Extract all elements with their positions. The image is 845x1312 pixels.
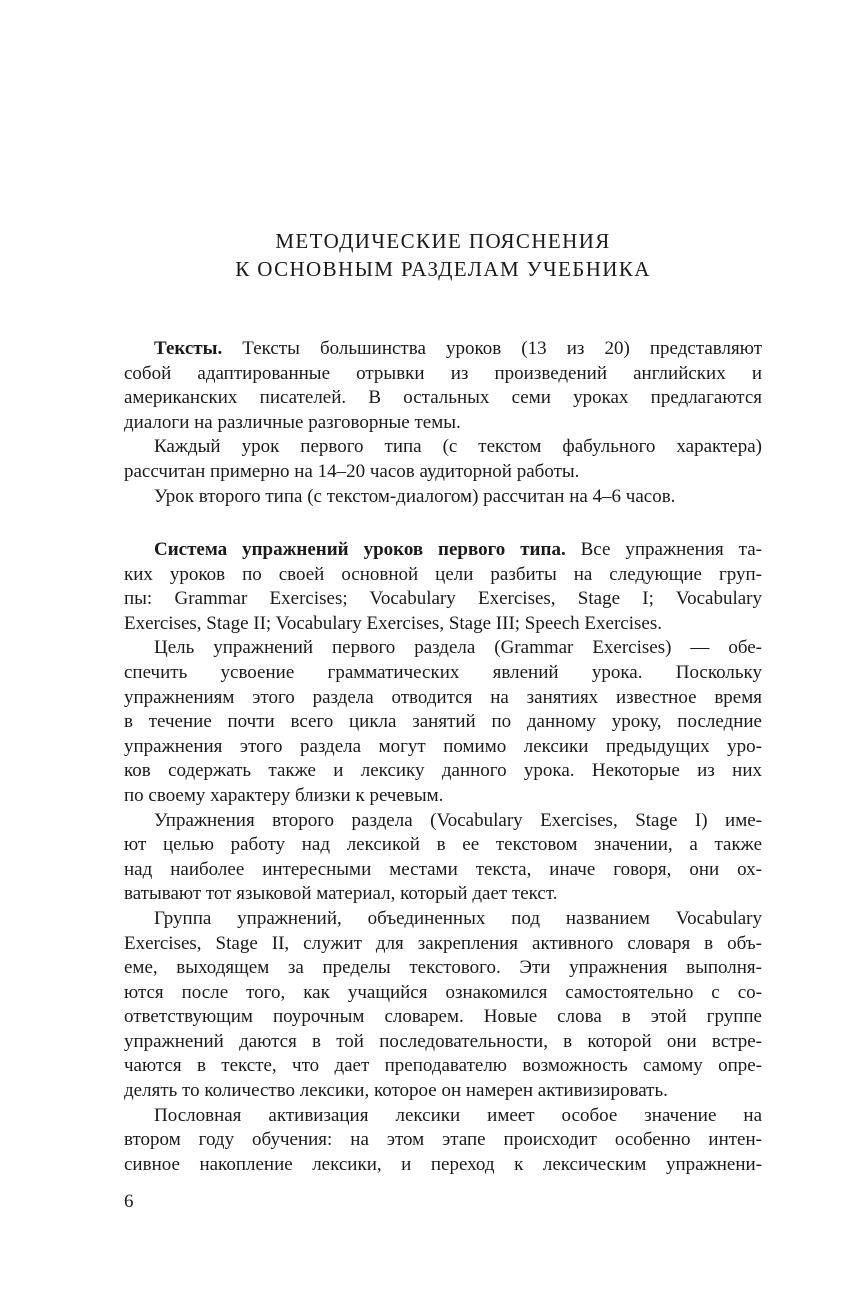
section-texts [124, 337, 762, 509]
paragraph-line: Exercises, Stage II; Vocabulary Exercises, Stage III; Speech Exercises. [124, 612, 662, 634]
paragraph-line: пы: Grammar Exercises; Vocabulary Exercises, Stage I; Vocabulary [124, 588, 762, 610]
paragraph-line: ются после того, как учащийся ознакомился самостоятельно с со- [124, 981, 762, 1003]
paragraph-line: чаются в тексте, что дает преподавателю возможность самому опре- [124, 1055, 762, 1077]
paragraph-line: американских писателей. В остальных семи уроках предлагаются [124, 387, 762, 409]
paragraph-line: диалоги на различные разговорные темы. [124, 411, 461, 433]
paragraph-line: Пословная активизация лексики имеет особое значение на [154, 1104, 762, 1126]
paragraph-line: Цель упражнений первого раздела (Grammar Exercises) — обе- [154, 637, 762, 659]
title-line-2: К ОСНОВНЫМ РАЗДЕЛАМ УЧЕБНИКА [235, 257, 651, 281]
section-exercises [124, 538, 762, 1177]
page-number: 6 [124, 1191, 134, 1212]
paragraph-line: Группа упражнений, объединенных под названием Vocabulary [154, 907, 762, 929]
paragraph-line: сивное накопление лексики, и переход к лексическим упражнени- [124, 1153, 762, 1175]
paragraph-line: Урок второго типа (с текстом-диалогом) рассчитан на 4–6 часов. [154, 485, 676, 507]
paragraph-line: ких уроков по своей основной цели разбиты на следующие груп- [124, 563, 762, 585]
paragraph-line: ответствующим поурочным словарем. Новые слова в этой группе [124, 1006, 762, 1028]
paragraph-line: делять то количество лексики, которое он намерен активизировать. [124, 1080, 668, 1102]
paragraph-line: Упражнения второго раздела (Vocabulary Exercises, Stage I) име- [154, 809, 762, 831]
title-line-1: МЕТОДИЧЕСКИЕ ПОЯСНЕНИЯ [275, 229, 611, 253]
paragraph-line: спечить усвоение грамматических явлений урока. Поскольку [124, 661, 762, 683]
section-heading: Система упражнений уроков первого типа. [154, 539, 566, 560]
paragraph-line: по своему характеру близки к речевым. [124, 784, 444, 806]
paragraph-line: Тексты. Тексты большинства уроков (13 из 20) представляют [154, 338, 762, 359]
paragraph-line: упражнений даются в той последовательности, в которой они встре- [124, 1030, 762, 1052]
paragraph-line: упражнениям этого раздела отводится на занятиях известное время [124, 686, 762, 708]
paragraph-line: ют целью работу над лексикой в ее текстовом значении, а также [124, 834, 762, 856]
paragraph-line: еме, выходящем за пределы текстового. Эти упражнения выполня- [124, 957, 762, 979]
paragraph-line: над наиболее интересными местами текста, иначе говоря, они ох- [124, 858, 762, 880]
paragraph-line: ватывают тот языковой материал, который дает текст. [124, 883, 558, 905]
paragraph-line: ков содержать также и лексику данного урока. Некоторые из них [124, 760, 762, 782]
paragraph-line: втором году обучения: на этом этапе происходит особенно интен- [124, 1129, 762, 1151]
paragraph-line: Система упражнений уроков первого типа. Все упражнения та- [154, 539, 762, 560]
page-title [124, 227, 762, 283]
section-heading: Тексты. [154, 338, 223, 359]
paragraph-line: Exercises, Stage II, служит для закрепления активного словаря в объ- [124, 932, 762, 954]
paragraph-line: в течение почти всего цикла занятий по данному уроку, последние [124, 711, 762, 733]
paragraph-line: собой адаптированные отрывки из произведений английских и [124, 362, 762, 384]
paragraph-line: упражнения этого раздела могут помимо лексики предыдущих уро- [124, 735, 762, 757]
paragraph-line: рассчитан примерно на 14–20 часов аудиторной работы. [124, 460, 580, 482]
paragraph-line: Каждый урок первого типа (с текстом фабульного характера) [154, 436, 762, 458]
